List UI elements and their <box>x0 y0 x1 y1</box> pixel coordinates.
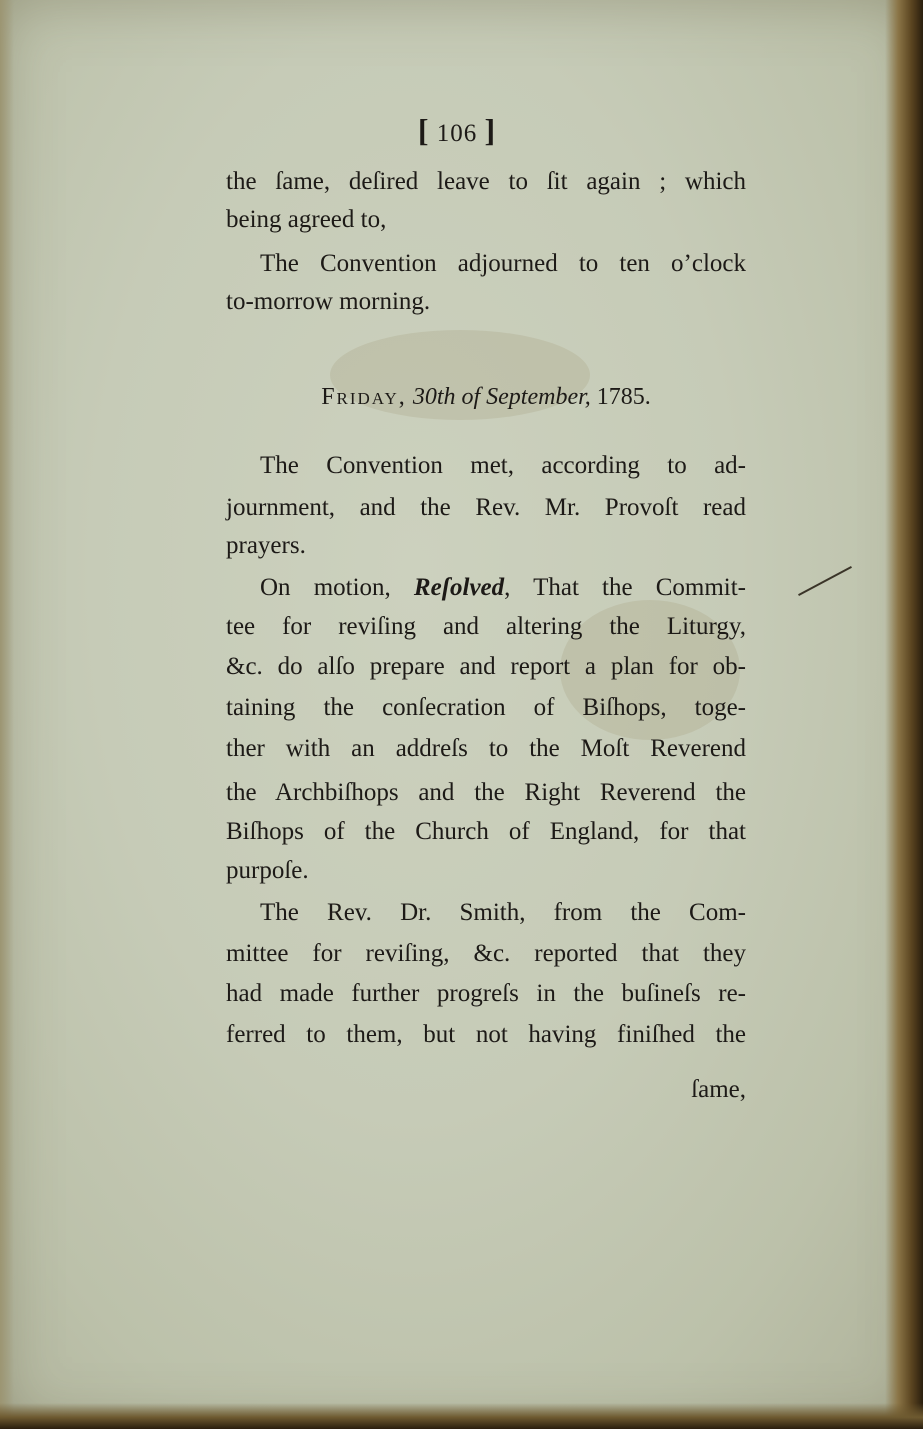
heading-date: 30th of September, <box>412 384 591 410</box>
header-open-bracket: [ <box>417 112 430 148</box>
page-left-edge <box>0 0 14 1429</box>
text-line: had made further progreſs in the buſineſs re- <box>226 980 746 1007</box>
text-line: prayers. <box>226 532 306 559</box>
header-close-bracket: ] <box>484 112 497 148</box>
text-line: The Convention met, according to ad- <box>260 452 746 479</box>
text-line: purpoſe. <box>226 857 309 884</box>
text-line: Biſhops of the Church of England, for that <box>226 818 746 845</box>
text-line: ferred to them, but not having finiſhed the <box>226 1021 746 1048</box>
heading-year: 1785. <box>596 384 651 410</box>
text-line: &c. do alſo prepare and report a plan for ob- <box>226 653 746 680</box>
text-line: to-morrow morning. <box>226 288 431 315</box>
section-heading <box>226 384 746 411</box>
page-number: 106 <box>436 120 478 147</box>
text-line: taining the conſecration of Biſhops, toge- <box>226 694 746 721</box>
text-line: ther with an addreſs to the Moſt Reverend <box>226 735 746 762</box>
text-line: journment, and the Rev. Mr. Provoſt read <box>226 494 746 521</box>
text-line: tee for reviſing and altering the Liturgy, <box>226 613 746 640</box>
text-line: mittee for reviſing, &c. reported that they <box>226 940 746 967</box>
text-line: the Archbiſhops and the Right Reverend the <box>226 779 746 806</box>
page-right-edge <box>885 0 923 1429</box>
text-line: The Convention adjourned to ten o’clock <box>260 250 746 277</box>
resolved-emphasis: Reſolved <box>413 574 505 601</box>
pencil-mark <box>798 566 852 596</box>
catchword: ſame, <box>691 1076 746 1103</box>
text-line: The Rev. Dr. Smith, from the Com- <box>260 899 746 926</box>
text-line: On motion, Reſolved, That the Commit- <box>260 574 746 601</box>
page-header <box>197 112 717 149</box>
page-bottom-edge <box>0 1403 923 1429</box>
text-line: the ſame, deſired leave to ſit again ; which <box>226 168 746 195</box>
heading-day: Friday, <box>321 384 407 410</box>
text-line: being agreed to, <box>226 206 387 233</box>
